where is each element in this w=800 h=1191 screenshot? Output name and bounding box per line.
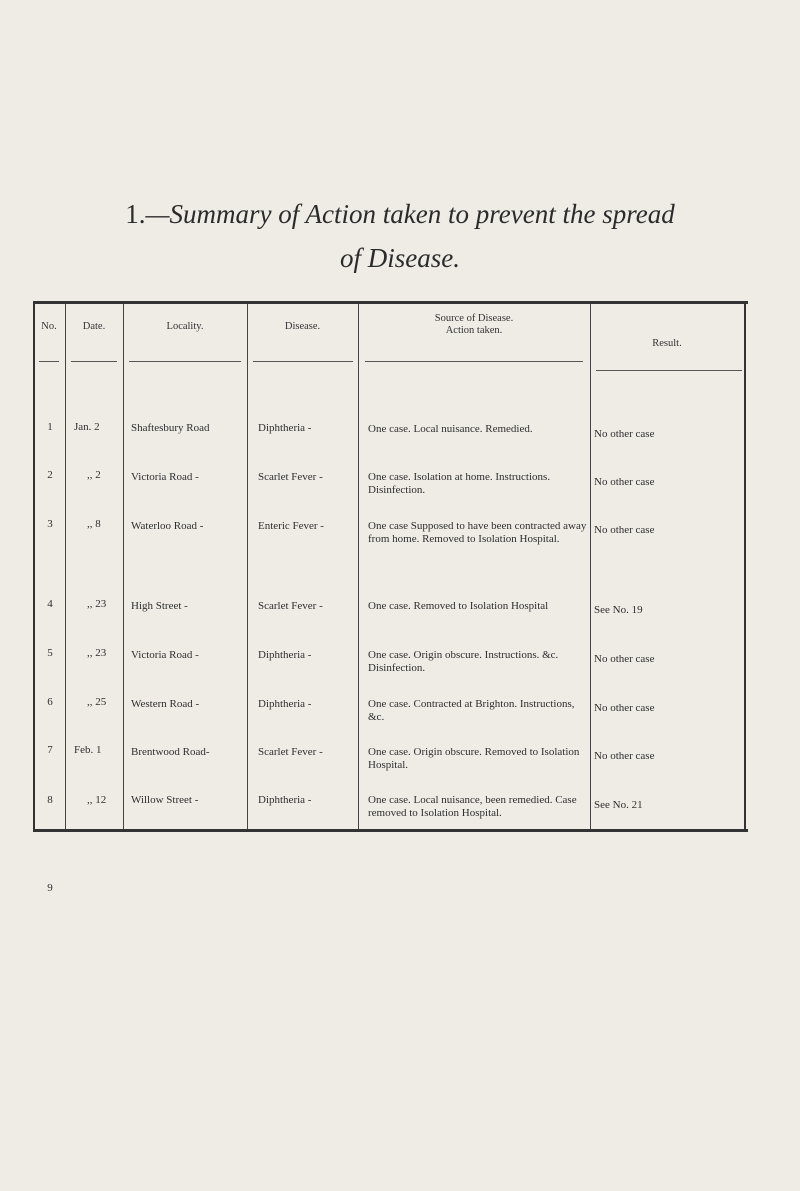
summary-table-lower	[33, 301, 748, 894]
row-5-date: ,, 23	[87, 647, 107, 659]
row-2-locality: Victoria Road -	[131, 471, 199, 483]
title-number: 1.	[125, 199, 146, 229]
row-2-result: No other case	[594, 476, 655, 488]
row-3-date: ,, 8	[87, 518, 101, 530]
title-line-1: —Summary of Action taken to prevent the spread	[145, 199, 675, 229]
row-1-source: One case. Local nuisance. Remedied.	[368, 423, 533, 435]
row-5-no: 5	[47, 647, 53, 659]
row-3-no: 3	[47, 518, 53, 530]
row-5-disease: Diphtheria -	[258, 649, 312, 661]
row-7-no: 7	[47, 744, 53, 756]
row-2-no: 2	[47, 469, 53, 481]
row-5-locality: Victoria Road -	[131, 649, 199, 661]
row-3-locality: Waterloo Road -	[131, 520, 204, 532]
header-disease: Disease.	[284, 321, 321, 332]
row-7-locality: Brentwood Road-	[131, 746, 210, 758]
row-6-disease: Diphtheria -	[258, 698, 312, 710]
row-2-source: One case. Isolation at home. Instructions. Disinfection.	[368, 471, 551, 496]
row-8-date: ,, 12	[87, 794, 107, 806]
row-7-disease: Scarlet Fever -	[258, 746, 323, 758]
row-1-no: 1	[47, 421, 53, 433]
row-6-source: One case. Contracted at Brighton. Instructions, &c.	[368, 698, 575, 723]
header-source-line-2: Action taken.	[445, 325, 503, 336]
row-8-no: 8	[47, 794, 53, 806]
title-line-2: of Disease.	[340, 243, 460, 273]
row-4-locality: High Street -	[131, 600, 188, 612]
row-1-date: Jan. 2	[74, 421, 100, 433]
row-1-locality: Shaftesbury Road	[131, 422, 210, 434]
header-source-line-1: Source of Disease.	[434, 313, 514, 324]
row-1-disease: Diphtheria -	[258, 422, 312, 434]
row-3-result: No other case	[594, 524, 655, 536]
row-2-disease: Scarlet Fever -	[258, 471, 323, 483]
row-8-result: See No. 21	[594, 799, 643, 811]
row-6-locality: Western Road -	[131, 698, 200, 710]
row-4-result: See No. 19	[594, 604, 643, 616]
header-result: Result.	[652, 338, 682, 349]
row-7-source: One case. Origin obscure. Removed to Isolation Hospital.	[368, 746, 580, 771]
row-8-source: One case. Local nuisance, been remedied. Case removed to Isolation Hospital.	[368, 794, 577, 819]
row-5-source: One case. Origin obscure. Instructions. &c. Disinfection.	[368, 649, 559, 674]
row-9-no: 9	[47, 882, 53, 894]
row-7-result: No other case	[594, 750, 655, 762]
row-2-date: ,, 2	[87, 469, 101, 481]
row-6-result: No other case	[594, 702, 655, 714]
row-8-locality: Willow Street -	[131, 794, 199, 806]
row-5-result: No other case	[594, 653, 655, 665]
row-6-no: 6	[47, 696, 53, 708]
header-no: No.	[41, 321, 57, 332]
row-4-no: 4	[47, 598, 53, 610]
row-4-source: One case. Removed to Isolation Hospital	[368, 600, 549, 612]
row-4-date: ,, 23	[87, 598, 107, 610]
page-title	[0, 192, 800, 280]
row-3-disease: Enteric Fever -	[258, 520, 324, 532]
header-date: Date.	[82, 321, 106, 332]
row-6-date: ,, 25	[87, 696, 107, 708]
row-7-date: Feb. 1	[74, 744, 102, 756]
row-8-disease: Diphtheria -	[258, 794, 312, 806]
row-3-source: One case Supposed to have been contracted away from home. Removed to Isolation Hospital.	[368, 520, 587, 545]
row-1-result: No other case	[594, 428, 655, 440]
header-locality: Locality.	[166, 321, 204, 332]
row-4-disease: Scarlet Fever -	[258, 600, 323, 612]
